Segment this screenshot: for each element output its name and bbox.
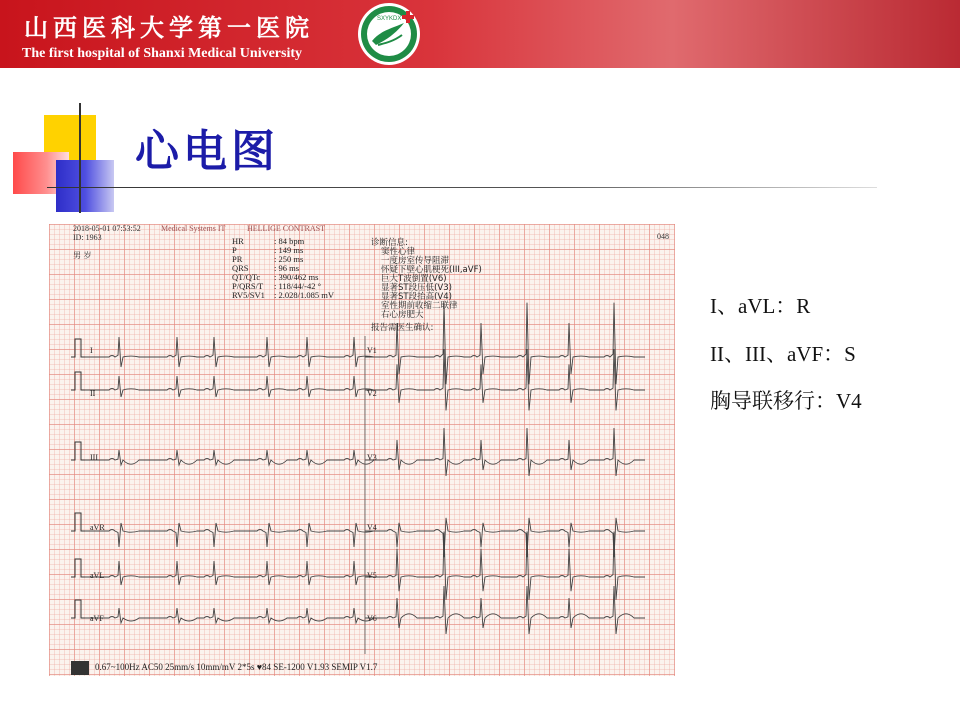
ecg-trace-chest	[365, 303, 645, 385]
measurement-row: P : 149 ms	[232, 245, 304, 255]
calibration-pulse	[71, 339, 85, 357]
doctor-confirm: 报告需医生确认:	[371, 323, 434, 333]
lead-label-aVR: aVR	[90, 523, 105, 532]
ecg-trace-chest	[365, 586, 645, 634]
calibration-pulse	[71, 513, 85, 531]
measurement-row: RV5/SV1 : 2.028/1.085 mV	[232, 290, 334, 300]
footer-marker-icon	[71, 661, 89, 675]
lead-label-V6: V6	[367, 614, 377, 623]
ecg-trace-limb	[85, 561, 374, 585]
ecg-footer-settings: 0.67~100Hz AC50 25mm/s 10mm/mV 2*5s ♥84 SE-1200 V1.93 SEMIP V1.7	[95, 662, 378, 672]
decor-blue-block	[56, 160, 114, 212]
lead-label-aVF: aVF	[90, 614, 104, 623]
hospital-name-en: The first hospital of Shanxi Medical University	[22, 46, 303, 61]
note-inferior-s: II、III、aVF：S	[710, 342, 856, 366]
measurement-row: QT/QTc : 390/462 ms	[232, 272, 319, 282]
lead-label-II: II	[90, 389, 96, 398]
note-limb-r: I、aVL：R	[710, 294, 811, 318]
header-banner	[0, 0, 960, 68]
slide-title: 心电图	[135, 126, 279, 177]
diagnosis-item: 显著ST段压低(V3)	[381, 283, 452, 293]
hospital-name-cn: 山西医科大学第一医院	[24, 13, 314, 42]
lead-label-I: I	[90, 346, 93, 355]
decor-horizontal-line	[47, 187, 877, 188]
diagnosis-item: 室性期前收缩二联律	[381, 301, 458, 311]
measurement-row: HR : 84 bpm	[232, 236, 305, 246]
measurement-row: P/QRS/T : 118/44/-42 °	[232, 281, 321, 291]
ecg-trace-chest	[365, 532, 645, 600]
ecg-traces	[49, 224, 675, 676]
lead-label-V3: V3	[367, 453, 377, 462]
lead-label-V4: V4	[367, 523, 377, 532]
decor-vertical-line	[79, 103, 81, 213]
ecg-printout	[49, 224, 675, 676]
diagnosis-item: 一度房室传导阻滞	[381, 256, 450, 266]
ecg-sex-age: 男 岁	[73, 251, 92, 260]
diagnosis-item: 显著ST段抬高(V4)	[381, 292, 452, 302]
calibration-pulse	[71, 442, 85, 460]
note-transition: 胸导联移行：V4	[710, 389, 862, 413]
lead-label-V5: V5	[367, 571, 377, 580]
diagnosis-item: 怀疑下壁心肌梗死(III,aVF)	[381, 265, 482, 275]
ecg-trace-limb	[85, 523, 374, 547]
diagnosis-item: 巨大T波倒置(V6)	[381, 274, 447, 284]
ecg-trace-chest	[365, 518, 645, 557]
lead-label-aVL: aVL	[90, 571, 105, 580]
logo-text: SXYKDX	[377, 16, 402, 22]
ecg-code: 048	[657, 232, 669, 241]
hospital-emblem-icon	[354, 1, 424, 67]
ecg-trace-limb	[85, 608, 374, 623]
ecg-trace-limb	[85, 450, 374, 465]
calibration-pulse	[71, 600, 85, 618]
measurement-row: PR : 250 ms	[232, 254, 304, 264]
diagnosis-item: 右心房肥大	[381, 310, 424, 320]
lead-label-V1: V1	[367, 346, 377, 355]
ecg-trace-limb	[85, 376, 374, 397]
diagnosis-title: 诊断信息:	[371, 238, 408, 248]
ecg-trace-limb	[85, 337, 374, 367]
diagnosis-item: 窦性心律	[381, 247, 416, 257]
ecg-trace-chest	[365, 428, 645, 476]
measurement-row: QRS : 96 ms	[232, 263, 300, 273]
calibration-pulse	[71, 559, 85, 577]
ecg-datetime: 2018-05-01 07:53:52	[73, 224, 141, 233]
ecg-contrast: HELLIGE CONTRAST	[247, 224, 325, 233]
lead-label-V2: V2	[367, 389, 377, 398]
lead-label-III: III	[90, 453, 98, 462]
ecg-footer	[49, 658, 675, 676]
ecg-id: ID: 1963	[73, 233, 102, 242]
ecg-system: Medical Systems IT	[161, 224, 226, 233]
ecg-trace-chest	[365, 349, 645, 410]
calibration-pulse	[71, 372, 85, 390]
